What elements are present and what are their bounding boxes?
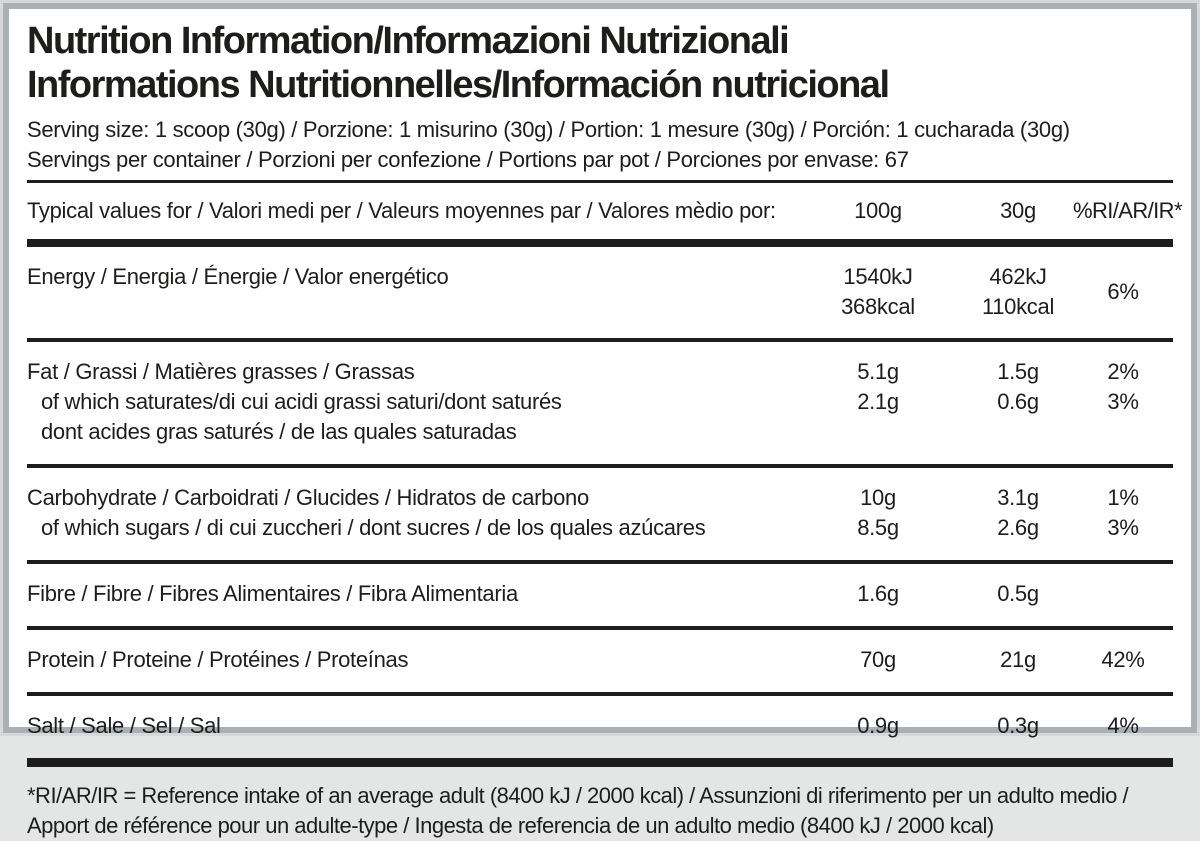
energy-value-100g	[793, 262, 963, 322]
sugars-ri-percent: 3%	[1107, 515, 1139, 540]
salt-label: Salt / Sale / Sel / Sal	[27, 713, 221, 738]
energy-value-30g	[963, 262, 1073, 322]
column-header-ri-ar-ir: %RI/AR/IR*	[1073, 198, 1182, 223]
divider-fibre-protein	[27, 626, 1173, 630]
fibre-label: Fibre / Fibre / Fibres Alimentaires / Fibra Alimentaria	[27, 581, 518, 606]
nutrition-label-frame	[3, 3, 1197, 838]
section-salt	[27, 704, 1173, 750]
row-salt	[27, 711, 1173, 741]
energy-100g-kcal: 368kcal	[841, 294, 915, 319]
row-protein	[27, 645, 1173, 675]
row-saturates	[27, 387, 1173, 417]
row-saturates-continued	[27, 417, 1173, 447]
section-fibre	[27, 572, 1173, 618]
saturates-label-line2: dont acides gras saturés / de las quales saturadas	[41, 419, 517, 444]
energy-label: Energy / Energia / Énergie / Valor energético	[27, 264, 449, 289]
reference-intake-footnote: *RI/AR/IR = Reference intake of an average adult (8400 kJ / 2000 kcal) / Assunzioni di riferimento per un adulto medio / Apport de référence pour un adulte-type / Ingesta de referencia de un adulto medio (8400 kJ / 2000 kcal)	[27, 783, 1129, 838]
saturates-value-100g: 2.1g	[857, 389, 899, 414]
section-fat	[27, 350, 1173, 456]
row-fat	[27, 357, 1173, 387]
carbohydrate-value-100g: 10g	[860, 485, 896, 510]
carbohydrate-label: Carbohydrate / Carboidrati / Glucides / Hidratos de carbono	[27, 485, 589, 510]
sugars-label: of which sugars / di cui zuccheri / dont sucres / de los quales azúcares	[41, 515, 706, 540]
row-fibre	[27, 579, 1173, 609]
energy-30g-kj: 462kJ	[989, 264, 1047, 289]
section-carbohydrate	[27, 476, 1173, 552]
energy-ri-percent: 6%	[1107, 279, 1139, 304]
protein-value-100g: 70g	[860, 647, 896, 672]
title-line-2: Informations Nutritionnelles/Información nutricional	[27, 64, 889, 106]
fat-label: Fat / Grassi / Matières grasses / Grassas	[27, 359, 415, 384]
fibre-value-30g: 0.5g	[997, 581, 1039, 606]
carbohydrate-value-30g: 3.1g	[997, 485, 1039, 510]
protein-ri-percent: 42%	[1101, 647, 1145, 672]
divider-above-footnote	[27, 758, 1173, 767]
fat-value-30g: 1.5g	[997, 359, 1039, 384]
label-title	[27, 19, 1173, 107]
title-line-1: Nutrition Information/Informazioni Nutrizionali	[27, 20, 789, 62]
salt-ri-percent: 4%	[1107, 713, 1139, 738]
divider-below-header	[27, 239, 1173, 247]
carbohydrate-ri-percent: 1%	[1107, 485, 1139, 510]
divider-protein-salt	[27, 692, 1173, 696]
servings-per-container-line: Servings per container / Porzioni per confezione / Portions par pot / Porciones por envase: 67	[27, 147, 909, 172]
energy-100g-kj: 1540kJ	[843, 264, 913, 289]
section-energy	[27, 255, 1173, 330]
column-header-30g: 30g	[1000, 198, 1036, 223]
section-protein	[27, 638, 1173, 684]
fat-ri-percent: 2%	[1107, 359, 1139, 384]
saturates-label: of which saturates/di cui acidi grassi saturi/dont saturés	[41, 389, 562, 414]
divider-energy-fat	[27, 338, 1173, 342]
energy-30g-kcal: 110kcal	[981, 294, 1055, 319]
row-energy	[27, 262, 1173, 322]
serving-size-line: Serving size: 1 scoop (30g) / Porzione: 1 misurino (30g) / Portion: 1 mesure (30g) / Porción: 1 cucharada (30g)	[27, 117, 1070, 142]
salt-value-30g: 0.3g	[997, 713, 1039, 738]
saturates-ri-percent: 3%	[1107, 389, 1139, 414]
column-header-typical-values: Typical values for / Valori medi per / Valeurs moyennes par / Valores mèdio por:	[27, 198, 776, 223]
fibre-value-100g: 1.6g	[857, 581, 899, 606]
row-carbohydrate	[27, 483, 1173, 513]
column-header-100g: 100g	[854, 198, 902, 223]
divider-carbohydrate-fibre	[27, 560, 1173, 564]
saturates-value-30g: 0.6g	[997, 389, 1039, 414]
sugars-value-30g: 2.6g	[997, 515, 1039, 540]
table-header-row	[27, 191, 1182, 231]
fat-value-100g: 5.1g	[857, 359, 899, 384]
salt-value-100g: 0.9g	[857, 713, 899, 738]
divider-fat-carbohydrate	[27, 464, 1173, 468]
protein-label: Protein / Proteine / Protéines / Proteínas	[27, 647, 409, 672]
protein-value-30g: 21g	[1000, 647, 1036, 672]
row-sugars	[27, 513, 1173, 543]
sugars-value-100g: 8.5g	[857, 515, 899, 540]
divider-above-header	[27, 180, 1173, 183]
